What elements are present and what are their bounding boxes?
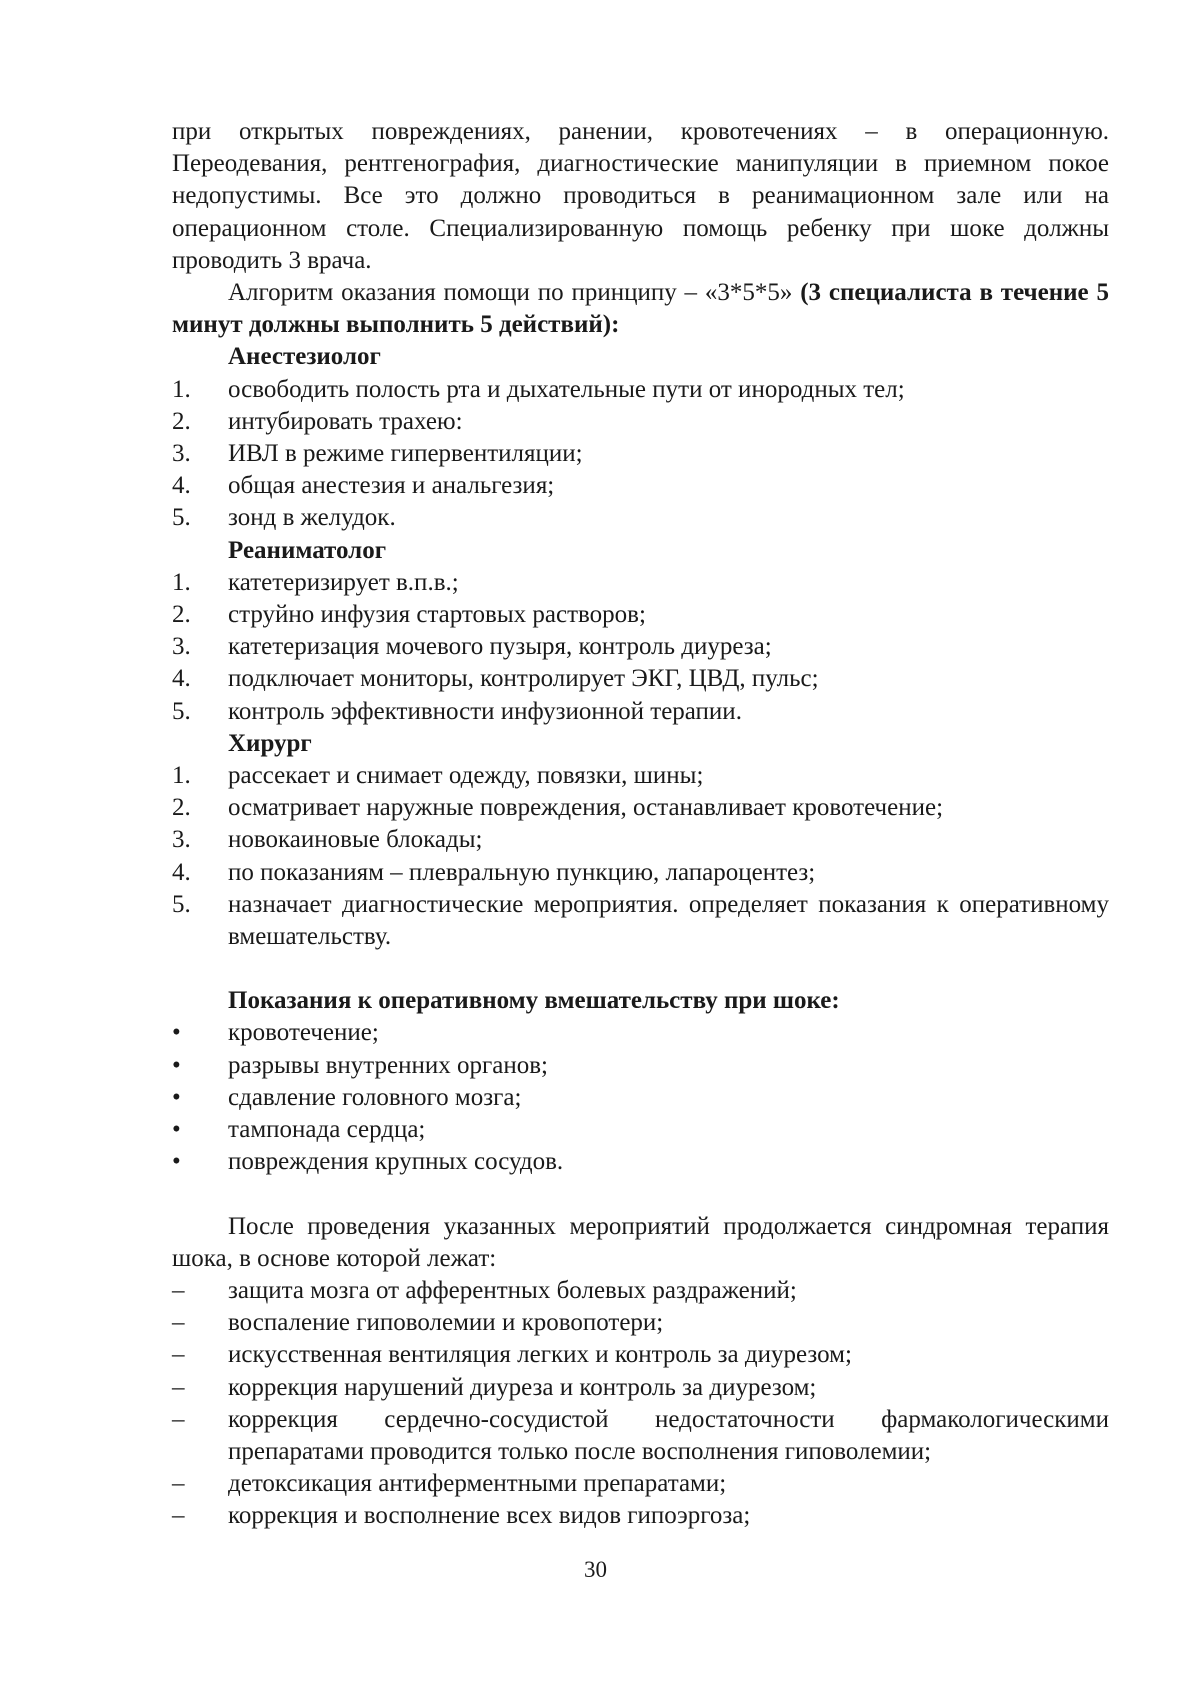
list-item-text: осматривает наружные повреждения, останавливает кровотечение; (228, 794, 944, 822)
list-item (172, 760, 1109, 792)
list-item (172, 696, 1109, 728)
list-item-text: общая анестезия и анальгезия; (228, 472, 555, 500)
list-item-text: интубировать трахею: (228, 407, 463, 435)
list-item (172, 599, 1109, 631)
list-item (172, 1017, 1109, 1049)
list-item-text: коррекция нарушений диуреза и контроль за диурезом; (228, 1373, 817, 1401)
page-content (172, 116, 1109, 1533)
bullet-icon: • (172, 1051, 181, 1079)
list-item-text: коррекция и восполнение всех видов гипоэргоза; (228, 1502, 751, 1530)
list-item (172, 438, 1109, 470)
list-number: 4. (172, 665, 191, 693)
list-number: 5. (172, 504, 191, 532)
list-item (172, 1114, 1109, 1146)
dash-icon: – (172, 1309, 185, 1337)
indications-heading: Показания к оперативному вмешательству при шоке: (228, 987, 840, 1015)
list-item (172, 663, 1109, 695)
list-item-text: струйно инфузия стартовых растворов; (228, 601, 646, 629)
list-item-text: защита мозга от афферентных болевых раздражений; (228, 1276, 797, 1304)
list-number: 1. (172, 568, 191, 596)
list-number: 3. (172, 440, 191, 468)
list-number: 1. (172, 375, 191, 403)
list-item-text: рассекает и снимает одежду, повязки, шины; (228, 762, 704, 790)
list-item (172, 1372, 1109, 1404)
anesthesiologist-heading: Анестезиолог (228, 343, 381, 371)
list-item-text: тампонада сердца; (228, 1116, 426, 1144)
therapy-paragraph: После проведения указанных мероприятий продолжается синдромная терапия шока, в основе которой лежат: (172, 1212, 1109, 1272)
algorithm-bold-text: (3 специалиста в течение 5 минут должны выполнить 5 действий): (172, 279, 1109, 339)
list-item (172, 470, 1109, 502)
list-number: 2. (172, 601, 191, 629)
list-item (172, 857, 1109, 889)
list-item-text: по показаниям – плевральную пункцию, лапароцентез; (228, 858, 816, 886)
list-item (172, 824, 1109, 856)
dash-icon: – (172, 1276, 185, 1304)
dash-icon: – (172, 1502, 185, 1530)
dash-icon: – (172, 1373, 185, 1401)
list-item (172, 1307, 1109, 1339)
list-item (172, 567, 1109, 599)
resuscitator-heading: Реаниматолог (228, 536, 387, 564)
list-item-text: освободить полость рта и дыхательные пути от инородных тел; (228, 375, 905, 403)
surgeon-heading: Хирург (228, 729, 312, 757)
algorithm-paragraph (172, 277, 1109, 341)
spacer (172, 1179, 1109, 1211)
list-item (172, 1339, 1109, 1371)
list-item (172, 502, 1109, 534)
list-item (172, 374, 1109, 406)
list-item (172, 1500, 1109, 1532)
list-item (172, 1050, 1109, 1082)
intro-paragraph: при открытых повреждениях, ранении, кровотечениях – в операционную. Переодевания, рентгенография, диагностические манипуляции в приемном покое недопустимы. Все это должно проводиться в реанимационном зале или на операционном столе. Специализированную помощь ребенку при шоке должны проводить 3 врача. (172, 118, 1109, 274)
list-number: 3. (172, 633, 191, 661)
list-item (172, 406, 1109, 438)
dash-icon: – (172, 1470, 185, 1498)
list-item-text: повреждения крупных сосудов. (228, 1148, 564, 1176)
list-item-text: ИВЛ в режиме гипервентиляции; (228, 440, 583, 468)
list-item (172, 1404, 1109, 1468)
list-item (172, 1468, 1109, 1500)
bullet-icon: • (172, 1148, 181, 1176)
list-item-text: воспаление гиповолемии и кровопотери; (228, 1309, 664, 1337)
list-number: 2. (172, 407, 191, 435)
list-item (172, 889, 1109, 953)
bullet-icon: • (172, 1019, 181, 1047)
list-number: 4. (172, 858, 191, 886)
list-item-text: подключает мониторы, контролирует ЭКГ, ЦВД, пульс; (228, 665, 819, 693)
list-item-text: зонд в желудок. (228, 504, 396, 532)
dash-icon: – (172, 1405, 185, 1433)
list-item (172, 631, 1109, 663)
list-item (172, 1275, 1109, 1307)
list-number: 4. (172, 472, 191, 500)
list-item-text: кровотечение; (228, 1019, 379, 1047)
list-number: 3. (172, 826, 191, 854)
list-number: 5. (172, 697, 191, 725)
list-item (172, 1146, 1109, 1178)
list-item-text: детоксикация антиферментными препаратами; (228, 1470, 727, 1498)
list-item-text: катетеризирует в.п.в.; (228, 568, 459, 596)
list-item-text: разрывы внутренних органов; (228, 1051, 548, 1079)
list-item (172, 792, 1109, 824)
list-item-text: катетеризация мочевого пузыря, контроль диуреза; (228, 633, 772, 661)
list-item-text: сдавление головного мозга; (228, 1083, 522, 1111)
list-number: 1. (172, 762, 191, 790)
list-item-text: искусственная вентиляция легких и контроль за диурезом; (228, 1341, 852, 1369)
spacer (172, 953, 1109, 985)
list-item-text: контроль эффективности инфузионной терапии. (228, 697, 742, 725)
dash-icon: – (172, 1341, 185, 1369)
bullet-icon: • (172, 1083, 181, 1111)
algorithm-text: Алгоритм оказания помощи по принципу – «3*5*5» (228, 279, 801, 307)
bullet-icon: • (172, 1116, 181, 1144)
list-item (172, 1082, 1109, 1114)
list-number: 5. (172, 890, 191, 918)
page-number: 30 (584, 1557, 607, 1582)
list-item-text: назначает диагностические мероприятия. определяет показания к оперативному вмешательству. (228, 890, 1109, 951)
list-number: 2. (172, 794, 191, 822)
list-item-text: коррекция сердечно-сосудистой недостаточности фармакологическими препаратами проводится только после восполнения гиповолемии; (228, 1405, 1109, 1465)
list-item-text: новокаиновые блокады; (228, 826, 483, 854)
